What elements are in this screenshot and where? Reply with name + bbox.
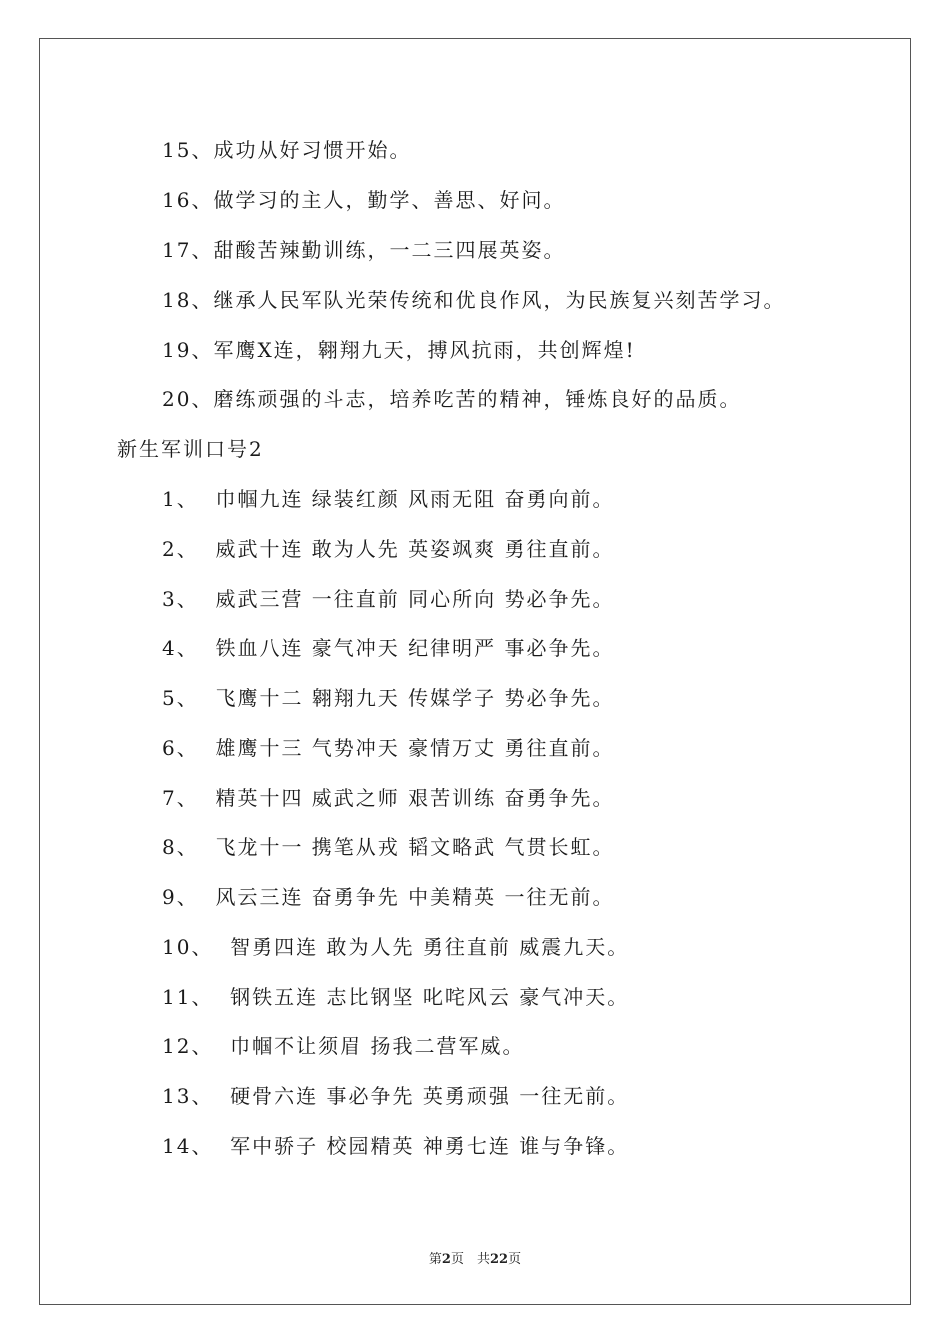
list-item: 1、 巾帼九连 绿装红颜 风雨无阻 奋勇向前。: [162, 487, 615, 511]
footer-suffix: 页: [508, 1252, 522, 1267]
list-item: 20、磨练顽强的斗志，培养吃苦的精神，锤炼良好的品质。: [162, 387, 742, 411]
list-item: 15、成功从好习惯开始。: [162, 138, 412, 162]
total-page-count: 22: [489, 1252, 509, 1267]
page-border: [39, 38, 911, 1305]
list-item: 7、 精英十四 威武之师 艰苦训练 奋勇争先。: [162, 786, 615, 810]
list-item: 14、 军中骄子 校园精英 神勇七连 谁与争锋。: [162, 1134, 630, 1158]
list-item: 3、 威武三营 一往直前 同心所向 势必争先。: [162, 587, 615, 611]
list-item: 10、 智勇四连 敢为人先 勇往直前 威震九天。: [162, 935, 630, 959]
list-item: 16、做学习的主人，勤学、善思、好问。: [162, 188, 566, 212]
footer-prefix: 第: [428, 1252, 442, 1267]
list-item: 9、 风云三连 奋勇争先 中美精英 一往无前。: [162, 885, 615, 909]
list-item: 19、军鹰X连，翱翔九天，搏风抗雨，共创辉煌!: [162, 338, 636, 362]
list-item: 5、 飞鹰十二 翱翔九天 传媒学子 势必争先。: [162, 686, 615, 710]
list-item: 13、 硬骨六连 事必争先 英勇顽强 一往无前。: [162, 1084, 630, 1108]
page-footer: [0, 1248, 950, 1267]
current-page-number: 2: [441, 1252, 451, 1267]
list-item: 4、 铁血八连 豪气冲天 纪律明严 事必争先。: [162, 636, 615, 660]
list-item: 2、 威武十连 敢为人先 英姿飒爽 勇往直前。: [162, 537, 615, 561]
footer-middle: 页 共: [450, 1252, 490, 1267]
list-item: 6、 雄鹰十三 气势冲天 豪情万丈 勇往直前。: [162, 736, 615, 760]
list-item: 11、 钢铁五连 志比钢坚 叱咤风云 豪气冲天。: [162, 985, 630, 1009]
section-heading: 新生军训口号2: [117, 437, 264, 461]
list-item: 18、继承人民军队光荣传统和优良作风，为民族复兴刻苦学习。: [162, 288, 786, 312]
list-item: 12、 巾帼不让须眉 扬我二营军威。: [162, 1034, 525, 1058]
list-item: 17、甜酸苦辣勤训练，一二三四展英姿。: [162, 238, 566, 262]
list-item: 8、 飞龙十一 携笔从戎 韬文略武 气贯长虹。: [162, 835, 615, 859]
